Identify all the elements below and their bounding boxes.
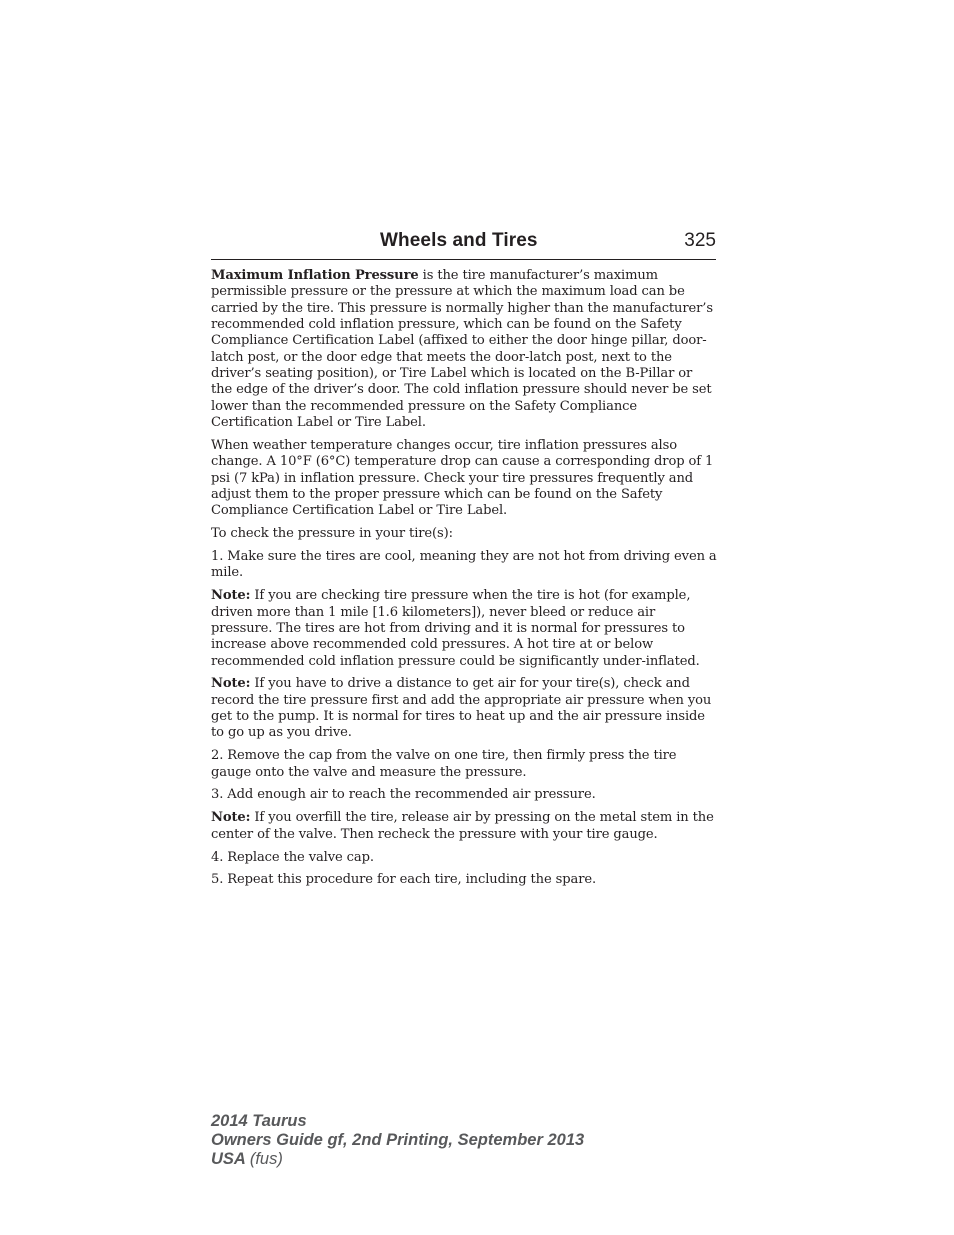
note-label: Note:: [211, 810, 251, 826]
page-header: [211, 228, 716, 260]
paragraph-max-inflation: [211, 268, 717, 431]
note-text: If you are checking tire pressure when the tire is hot (for example, driven more than 1 mile [1.6 kilometers]), never bleed or reduce air pressure. The tires are hot from driving and it is normal for pressures to increase above recommended cold pressures. A hot tire at or below recommended cold inflation pressure could be significantly under-inflated.: [211, 588, 700, 669]
paragraph-intro-steps: To check the pressure in your tire(s):: [211, 526, 453, 542]
note-3: [211, 810, 717, 843]
body-content: [211, 268, 717, 895]
section-title: Wheels and Tires: [380, 230, 538, 251]
step-5: 5. Repeat this procedure for each tire, including the spare.: [211, 872, 596, 888]
paragraph-text: is the tire manufacturer’s maximum permissible pressure or the pressure at which the maximum load can be carried by the tire. This pressure is normally higher than the manufacturer’s recommended cold inflation pressure, which can be found on the Safety Compliance Certification Label (affixed to either the door hinge pillar, door-latch post, or the door edge that meets the door-latch post, next to the driver’s seating position), or Tire Label which is located on the B-Pillar or the edge of the driver’s door. The cold inflation pressure should never be set lower than the recommended pressure on the Safety Compliance Certification Label or Tire Label.: [211, 268, 713, 431]
step-2: 2. Remove the cap from the valve on one tire, then firmly press the tire gauge onto the valve and measure the pressure.: [211, 748, 677, 780]
page-footer: [211, 1112, 584, 1169]
footer-region-code: (fus): [249, 1150, 283, 1168]
step-1: 1. Make sure the tires are cool, meaning they are not hot from driving even a mile.: [211, 549, 717, 581]
note-text: If you have to drive a distance to get air for your tire(s), check and record the tire pressure first and add the appropriate air pressure when you get to the pump. It is normal for tires to heat up and the air pressure inside to go up as you drive.: [211, 676, 712, 741]
footer-region-line: [211, 1150, 584, 1169]
note-2: [211, 676, 717, 741]
footer-model: 2014 Taurus: [211, 1112, 307, 1130]
note-1: [211, 588, 717, 670]
note-text: If you overfill the tire, release air by pressing on the metal stem in the center of the valve. Then recheck the pressure with your tire gauge.: [211, 810, 714, 842]
page-number: 325: [684, 230, 716, 251]
term-max-inflation-pressure: Maximum Inflation Pressure: [211, 268, 419, 283]
footer-region: USA: [211, 1150, 246, 1168]
step-3: 3. Add enough air to reach the recommended air pressure.: [211, 787, 596, 803]
paragraph-temperature: When weather temperature changes occur, tire inflation pressures also change. A 10°F (6°C) temperature drop can cause a corresponding drop of 1 psi (7 kPa) in inflation pressure. Check your tire pressures frequently and adjust them to the proper pressure which can be found on the Safety Compliance Certification Label or Tire Label.: [211, 437, 714, 519]
note-label: Note:: [211, 588, 251, 604]
step-4: 4. Replace the valve cap.: [211, 849, 374, 865]
note-label: Note:: [211, 676, 251, 692]
footer-guide: Owners Guide gf, 2nd Printing, September 2013: [211, 1131, 585, 1149]
